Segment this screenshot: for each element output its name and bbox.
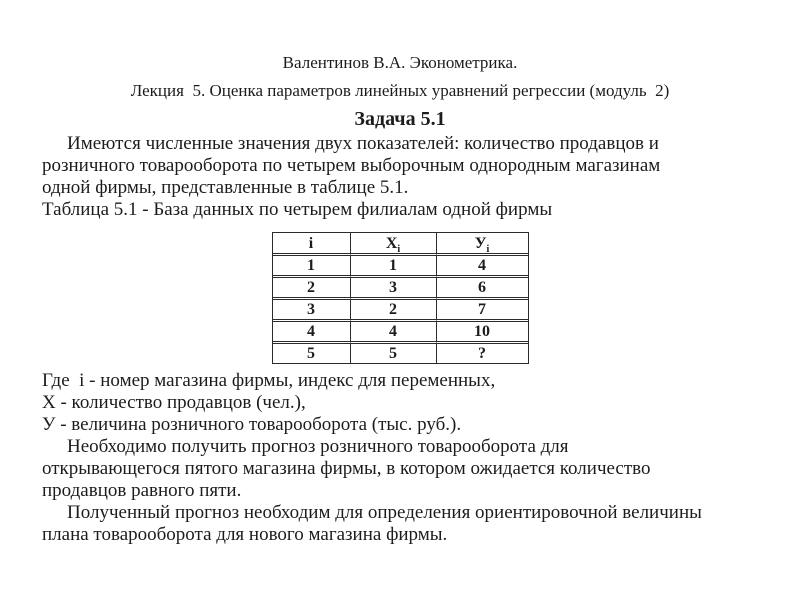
table-row xyxy=(273,256,528,278)
cell-x: 5 xyxy=(351,344,437,363)
text-line: У - величина розничного товарооборота (тыс. руб.). xyxy=(42,414,462,435)
text-line: продавцов равного пяти. xyxy=(42,480,242,501)
text-line: открывающегося пятого магазина фирмы, в котором ожидается количество xyxy=(42,458,651,479)
notes-paragraph xyxy=(42,370,764,546)
cell-y: 7 xyxy=(437,300,528,322)
cell-i: 5 xyxy=(273,344,351,363)
cell-y: ? xyxy=(478,345,486,362)
table-row xyxy=(273,344,528,363)
table-header-i: i xyxy=(273,233,351,256)
cell-i: 2 xyxy=(273,278,351,300)
table-row xyxy=(273,300,528,322)
table-header-x: $Х_i$ xyxy=(351,233,437,256)
cell-x: 3 xyxy=(351,278,437,300)
table-header-y: $У_i$ xyxy=(437,233,528,256)
header-author-line: Валентинов В.А. Эконометрика. xyxy=(282,53,518,72)
header-lecture-line: Лекция 5. Оценка параметров линейных уравнений регрессии (модуль 2) xyxy=(130,81,670,100)
cell-x: 1 xyxy=(351,256,437,278)
text-line: Где i - номер магазина фирмы, индекс для переменных, xyxy=(42,370,496,391)
text-line: Имеются численные значения двух показателей: количество продавцов и xyxy=(67,133,659,154)
intro-paragraph xyxy=(42,133,764,221)
table-caption: Таблица 5.1 - База данных по четырем филиалам одной фирмы xyxy=(42,199,553,220)
cell-y: 10 xyxy=(437,322,528,344)
data-table xyxy=(272,232,529,364)
cell-x: 2 xyxy=(351,300,437,322)
text-line: Необходимо получить прогноз розничного товарооборота для xyxy=(67,436,569,457)
cell-x: 4 xyxy=(351,322,437,344)
cell-y: 4 xyxy=(437,256,528,278)
task-title: Задача 5.1 xyxy=(354,108,446,130)
text-line: розничного товарооборота по четырем выборочным однородным магазинам xyxy=(42,155,661,176)
cell-i: 3 xyxy=(273,300,351,322)
document-header xyxy=(0,49,800,105)
cell-i: 1 xyxy=(273,256,351,278)
table-row xyxy=(273,278,528,300)
cell-i: 4 xyxy=(273,322,351,344)
table-row xyxy=(273,322,528,344)
text-line: Полученный прогноз необходим для определения ориентировочной величины xyxy=(67,502,702,523)
text-line: одной фирмы, представленные в таблице 5.1. xyxy=(42,177,409,198)
table-header-row xyxy=(273,233,528,256)
text-line: плана товарооборота для нового магазина фирмы. xyxy=(42,524,448,545)
cell-y: 6 xyxy=(437,278,528,300)
text-line: Х - количество продавцов (чел.), xyxy=(42,392,306,413)
